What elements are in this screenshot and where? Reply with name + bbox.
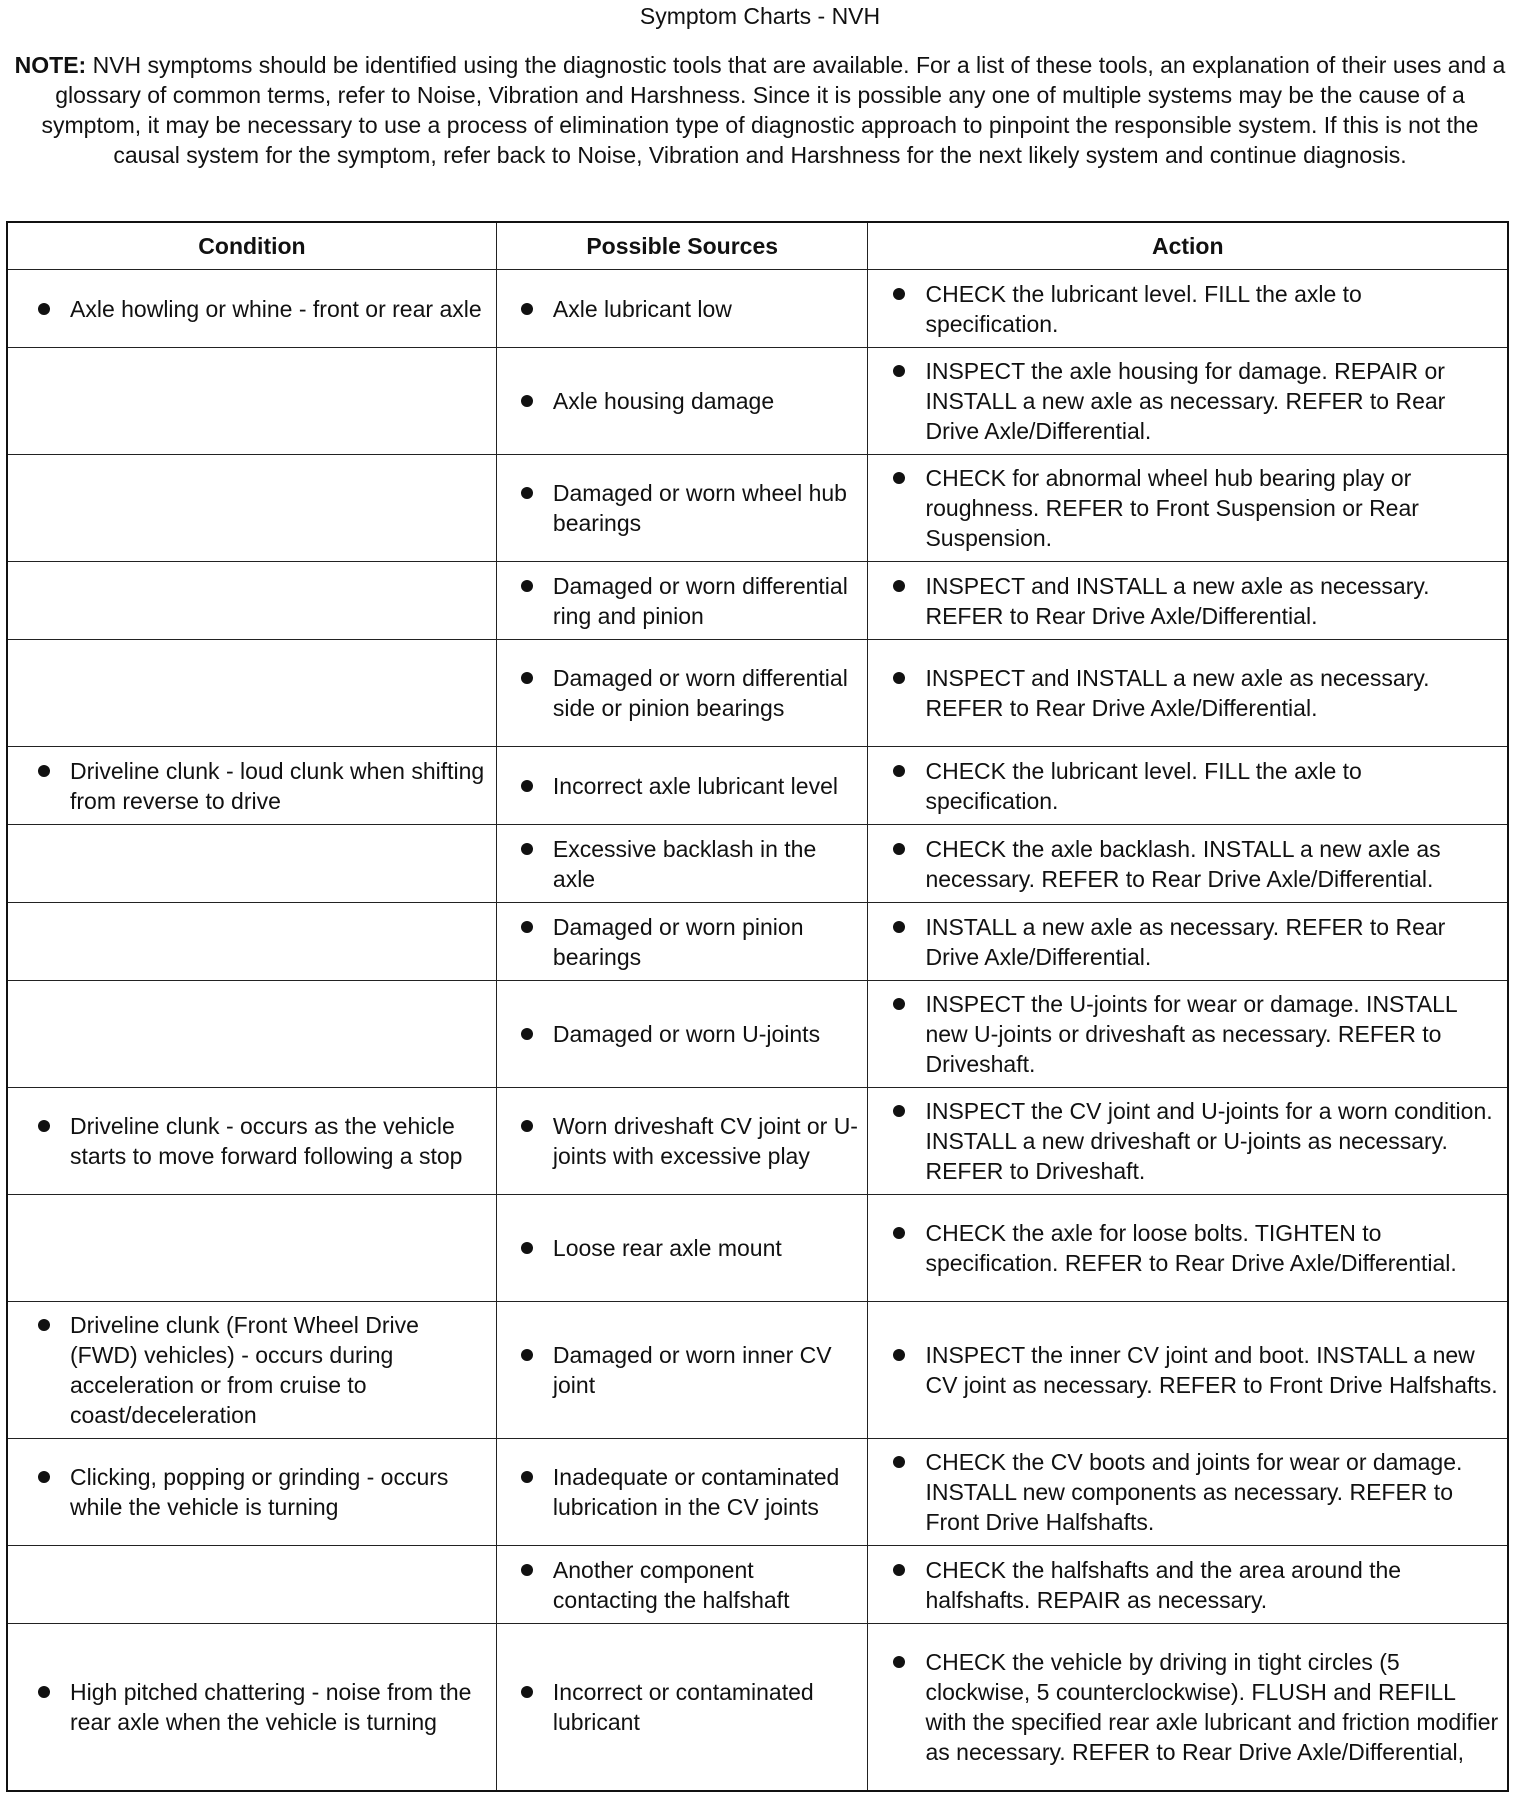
table-row	[7, 640, 1508, 747]
bullet-icon	[521, 1564, 533, 1576]
bullet-item	[876, 1555, 1499, 1615]
symptom-table	[6, 221, 1509, 1792]
table-row	[7, 1439, 1508, 1546]
condition-cell	[7, 903, 496, 981]
action-cell	[868, 1088, 1508, 1195]
bullet-icon	[893, 765, 905, 777]
source-cell-text: Axle housing damage	[552, 388, 775, 414]
bullet-icon	[893, 288, 905, 300]
action-cell-text: INSPECT the inner CV joint and boot. INSTALL a new CV joint as necessary. REFER to Front Drive Halfshafts.	[925, 1342, 1498, 1398]
source-cell-text: Excessive backlash in the axle	[552, 835, 817, 892]
condition-cell	[7, 747, 496, 825]
bullet-item	[876, 463, 1499, 553]
source-cell	[496, 1439, 868, 1546]
bullet-item	[876, 1218, 1499, 1278]
action-cell-text: INSPECT the axle housing for damage. REPAIR or INSTALL a new axle as necessary. REFER to Rear Drive Axle/Differential.	[925, 358, 1446, 444]
action-cell	[868, 348, 1508, 455]
header-condition: Condition	[7, 222, 496, 270]
source-cell-text: Loose rear axle mount	[552, 1235, 782, 1261]
action-cell-text: INSTALL a new axle as necessary. REFER to Rear Drive Axle/Differential.	[925, 913, 1446, 970]
source-cell-text: Damaged or worn differential ring and pinion	[552, 572, 848, 629]
bullet-item	[505, 1233, 860, 1263]
table-row	[7, 1088, 1508, 1195]
bullet-item	[505, 1019, 860, 1049]
table-row	[7, 903, 1508, 981]
bullet-icon	[521, 1120, 533, 1132]
source-cell-text: Axle lubricant low	[552, 295, 732, 322]
bullet-icon	[521, 672, 533, 684]
action-cell	[868, 562, 1508, 640]
source-cell	[496, 981, 868, 1088]
condition-cell-text: High pitched chattering - noise from the rear axle when the vehicle is turning	[70, 1678, 472, 1735]
bullet-icon	[893, 672, 905, 684]
bullet-item	[876, 356, 1499, 446]
bullet-item	[16, 756, 488, 816]
bullet-icon	[521, 395, 533, 407]
source-cell	[496, 270, 868, 348]
bullet-item	[505, 571, 860, 631]
action-cell	[868, 825, 1508, 903]
bullet-item	[505, 771, 860, 801]
source-cell	[496, 903, 868, 981]
bullet-icon	[521, 303, 533, 315]
bullet-icon	[38, 1471, 50, 1483]
header-row	[7, 222, 1508, 270]
action-cell-text: CHECK the halfshafts and the area around the halfshafts. REPAIR as necessary.	[925, 1556, 1402, 1613]
action-cell-text: CHECK the CV boots and joints for wear or damage. INSTALL new components as necessary. REFER to Front Drive Halfshafts.	[925, 1449, 1463, 1535]
condition-cell	[7, 1302, 496, 1439]
bullet-item	[876, 1647, 1499, 1767]
action-cell	[868, 455, 1508, 562]
bullet-icon	[893, 1349, 905, 1361]
source-cell	[496, 1088, 868, 1195]
table-row	[7, 562, 1508, 640]
action-cell-text: CHECK the vehicle by driving in tight circles (5 clockwise, 5 counterclockwise). FLUSH and REFILL with the specified rear axle lubricant and friction modifier as necessary. REFER to Rear Drive Axle/Differential,	[925, 1648, 1499, 1765]
action-cell	[868, 981, 1508, 1088]
action-cell-text: INSPECT the CV joint and U-joints for a worn condition. INSTALL a new driveshaft or U-joints as necessary. REFER to Driveshaft.	[925, 1098, 1493, 1184]
condition-cell	[7, 1439, 496, 1546]
bullet-item	[876, 756, 1499, 816]
bullet-item	[505, 834, 860, 894]
bullet-item	[16, 1677, 488, 1737]
condition-cell	[7, 1195, 496, 1302]
table-row	[7, 1195, 1508, 1302]
bullet-item	[876, 1447, 1499, 1537]
condition-cell-text: Driveline clunk - loud clunk when shifting from reverse to drive	[70, 757, 485, 814]
bullet-item	[505, 1462, 860, 1522]
condition-cell	[7, 1088, 496, 1195]
bullet-item	[876, 834, 1499, 894]
action-cell	[868, 903, 1508, 981]
table-row	[7, 348, 1508, 455]
table-row	[7, 270, 1508, 348]
source-cell	[496, 747, 868, 825]
action-cell-text: CHECK the lubricant level. FILL the axle to specification.	[925, 757, 1362, 814]
action-cell	[868, 747, 1508, 825]
bullet-item	[876, 571, 1499, 631]
bullet-icon	[893, 1105, 905, 1117]
action-cell-text: CHECK for abnormal wheel hub bearing play or roughness. REFER to Front Suspension or Rear Suspension.	[925, 465, 1419, 551]
source-cell	[496, 1546, 868, 1624]
bullet-icon	[521, 1028, 533, 1040]
bullet-item	[16, 1462, 488, 1522]
bullet-item	[505, 478, 860, 538]
table-row	[7, 981, 1508, 1088]
condition-cell-text: Driveline clunk (Front Wheel Drive (FWD) vehicles) - occurs during acceleration or from cruise to coast/deceleration	[70, 1312, 419, 1428]
action-cell-text: CHECK the lubricant level. FILL the axle to specification.	[925, 280, 1362, 337]
table-row	[7, 1624, 1508, 1791]
bullet-icon	[521, 1349, 533, 1361]
source-cell	[496, 825, 868, 903]
bullet-icon	[521, 580, 533, 592]
page-title: Symptom Charts - NVH	[639, 3, 881, 29]
bullet-item	[505, 386, 860, 416]
bullet-icon	[893, 998, 905, 1010]
condition-cell	[7, 455, 496, 562]
source-cell	[496, 562, 868, 640]
source-cell-text: Another component contacting the halfshaft	[552, 1556, 790, 1613]
bullet-icon	[893, 472, 905, 484]
bullet-item	[505, 1677, 860, 1737]
bullet-item	[505, 294, 860, 324]
bullet-item	[876, 1340, 1499, 1400]
bullet-item	[505, 663, 860, 723]
condition-cell-text: Clicking, popping or grinding - occurs while the vehicle is turning	[70, 1464, 449, 1520]
source-cell-text: Incorrect axle lubricant level	[552, 772, 838, 799]
source-cell	[496, 348, 868, 455]
bullet-item	[16, 294, 488, 324]
condition-cell	[7, 1546, 496, 1624]
bullet-icon	[38, 303, 50, 315]
source-cell-text: Damaged or worn inner CV joint	[552, 1342, 832, 1398]
source-cell-text: Worn driveshaft CV joint or U-joints with excessive play	[552, 1113, 858, 1169]
bullet-icon	[893, 580, 905, 592]
note-paragraph	[6, 50, 1514, 170]
bullet-icon	[521, 921, 533, 933]
bullet-icon	[521, 843, 533, 855]
action-cell-text: CHECK the axle for loose bolts. TIGHTEN to specification. REFER to Rear Drive Axle/Differential.	[925, 1220, 1457, 1276]
bullet-item	[505, 1111, 860, 1171]
bullet-icon	[521, 1686, 533, 1698]
source-cell-text: Incorrect or contaminated lubricant	[552, 1678, 814, 1735]
bullet-item	[876, 279, 1499, 339]
source-cell-text: Damaged or worn wheel hub bearings	[552, 480, 847, 536]
bullet-item	[505, 1555, 860, 1615]
action-cell	[868, 640, 1508, 747]
action-cell	[868, 1546, 1508, 1624]
bullet-item	[505, 912, 860, 972]
condition-cell	[7, 640, 496, 747]
source-cell	[496, 1302, 868, 1439]
action-cell	[868, 1195, 1508, 1302]
bullet-icon	[38, 1319, 50, 1331]
note-label: NOTE:	[14, 52, 87, 78]
bullet-icon	[521, 1242, 533, 1254]
table-row	[7, 747, 1508, 825]
bullet-item	[876, 912, 1499, 972]
bullet-item	[876, 663, 1499, 723]
condition-cell	[7, 270, 496, 348]
bullet-item	[16, 1111, 488, 1171]
action-cell	[868, 1439, 1508, 1546]
source-cell	[496, 640, 868, 747]
table-body	[7, 270, 1508, 1791]
condition-cell-text: Axle howling or whine - front or rear axle	[70, 295, 482, 322]
bullet-icon	[521, 1471, 533, 1483]
condition-cell	[7, 348, 496, 455]
action-cell-text: INSPECT and INSTALL a new axle as necessary. REFER to Rear Drive Axle/Differential.	[925, 572, 1430, 629]
source-cell	[496, 1624, 868, 1791]
bullet-icon	[893, 1656, 905, 1668]
bullet-item	[876, 989, 1499, 1079]
bullet-icon	[38, 765, 50, 777]
source-cell-text: Inadequate or contaminated lubrication in the CV joints	[552, 1464, 840, 1520]
bullet-item	[876, 1096, 1499, 1186]
bullet-icon	[521, 780, 533, 792]
source-cell-text: Damaged or worn differential side or pinion bearings	[552, 665, 848, 721]
source-cell-text: Damaged or worn U-joints	[552, 1021, 821, 1047]
bullet-item	[16, 1310, 488, 1430]
bullet-icon	[893, 921, 905, 933]
condition-cell	[7, 825, 496, 903]
table-row	[7, 1302, 1508, 1439]
condition-cell	[7, 1624, 496, 1791]
bullet-icon	[521, 487, 533, 499]
header-possible-sources: Possible Sources	[496, 222, 868, 270]
bullet-icon	[38, 1120, 50, 1132]
source-cell-text: Damaged or worn pinion bearings	[552, 913, 804, 970]
bullet-icon	[38, 1686, 50, 1698]
bullet-icon	[893, 1456, 905, 1468]
condition-cell	[7, 981, 496, 1088]
bullet-icon	[893, 365, 905, 377]
action-cell-text: INSPECT and INSTALL a new axle as necessary. REFER to Rear Drive Axle/Differential.	[925, 665, 1430, 721]
bullet-icon	[893, 1227, 905, 1239]
condition-cell	[7, 562, 496, 640]
table-row	[7, 1546, 1508, 1624]
note-text: NVH symptoms should be identified using the diagnostic tools that are available. For a list of these tools, an explanation of their uses and a glossary of common terms, refer to Noise, Vibration and Harshness. Since it is possible any one of multiple systems may be the cause of a symptom, it may be necessary to use a process of elimination type of diagnostic approach to pinpoint the responsible system. If this is not the causal system for the symptom, refer back to Noise, Vibration and Harshness for the next likely system and continue diagnosis.	[41, 52, 1506, 168]
bullet-item	[505, 1340, 860, 1400]
action-cell-text: INSPECT the U-joints for wear or damage. INSTALL new U-joints or driveshaft as necessary. REFER to Driveshaft.	[925, 991, 1457, 1077]
action-cell	[868, 1302, 1508, 1439]
action-cell	[868, 270, 1508, 348]
table-row	[7, 825, 1508, 903]
action-cell	[868, 1624, 1508, 1791]
bullet-icon	[893, 843, 905, 855]
action-cell-text: CHECK the axle backlash. INSTALL a new axle as necessary. REFER to Rear Drive Axle/Differential.	[925, 835, 1441, 892]
bullet-icon	[893, 1564, 905, 1576]
condition-cell-text: Driveline clunk - occurs as the vehicle starts to move forward following a stop	[70, 1113, 463, 1169]
table-row	[7, 455, 1508, 562]
header-action: Action	[868, 222, 1508, 270]
source-cell	[496, 1195, 868, 1302]
source-cell	[496, 455, 868, 562]
